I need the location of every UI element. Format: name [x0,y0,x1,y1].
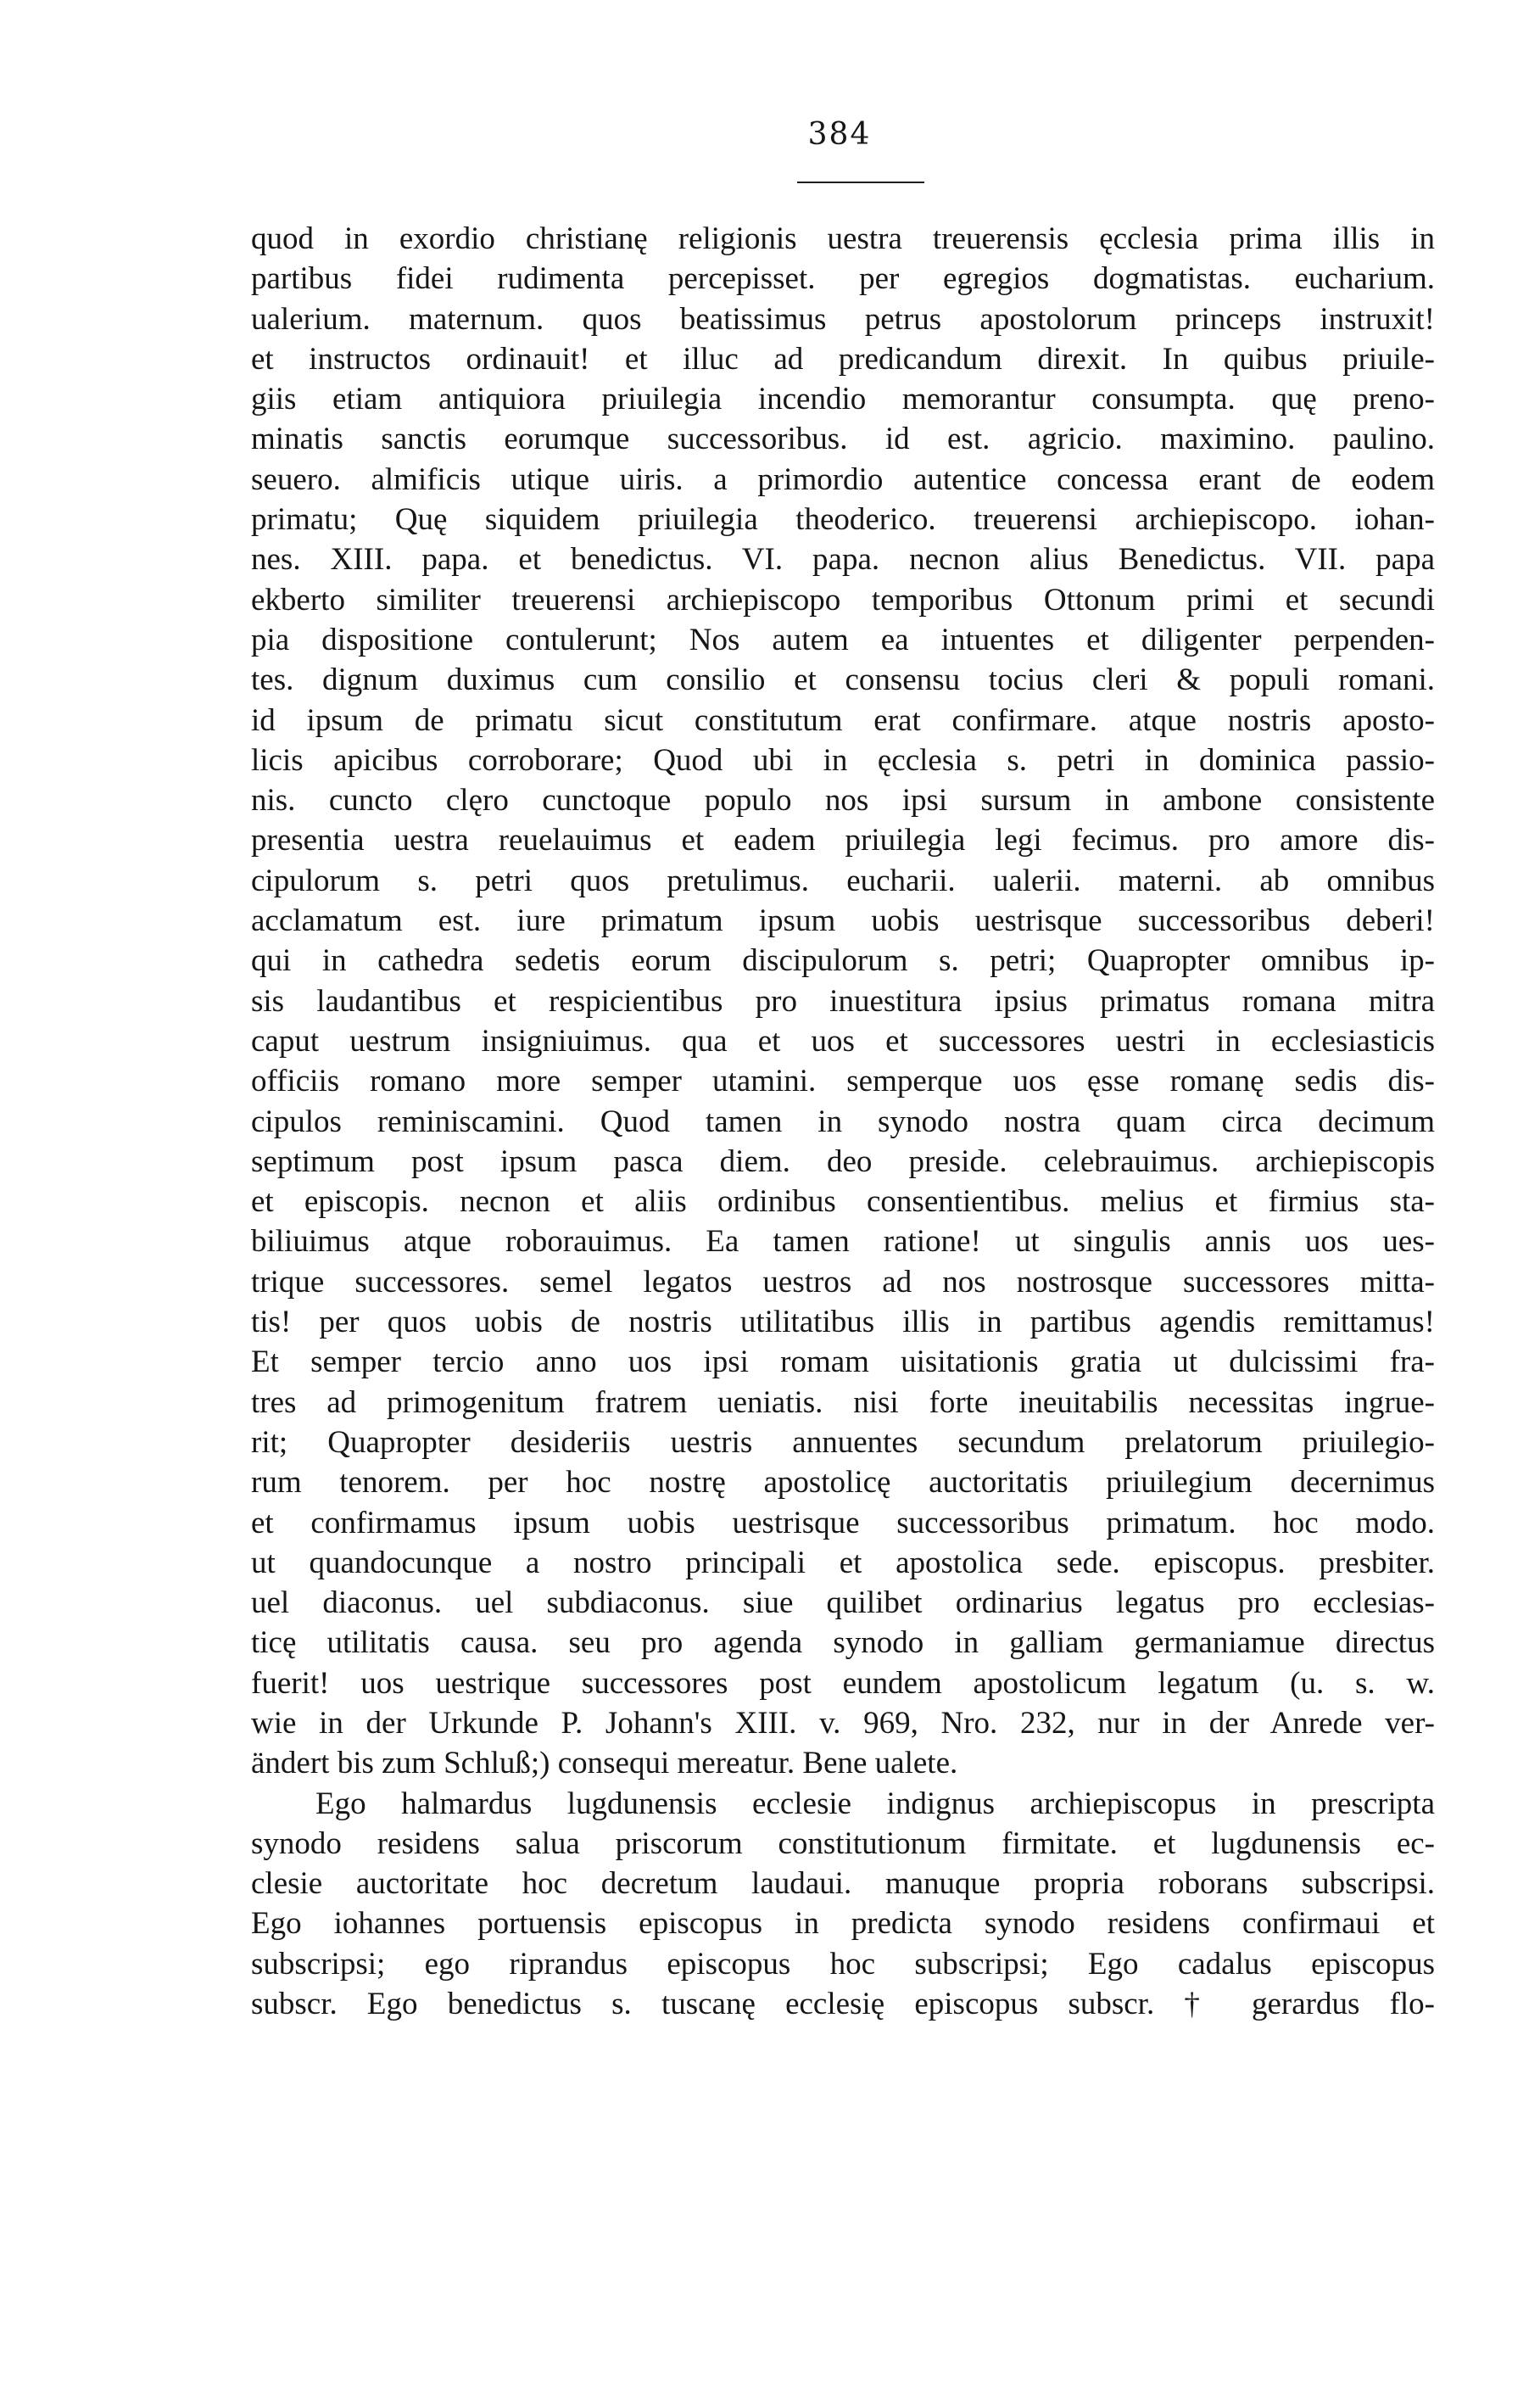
text-line-15: nis. cuncto clęro cunctoque populo nos ipsi sursum in ambone consistente [251,783,1435,819]
text-line-39: ändert bis zum Schluß;) consequi mereatur. Bene ualete. [251,1746,958,1781]
text-line-16: presentia uestra reuelauimus et eadem priuilegia legi fecimus. pro amore dis- [251,823,1435,858]
text-line-4: et instructos ordinauit! et illuc ad predicandum direxit. In quibus priuile- [251,341,1435,377]
text-line-32: rum tenorem. per hoc nostrę apostolicę auctoritatis priuilegium decernimus [251,1465,1435,1501]
text-line-18: acclamatum est. iure primatum ipsum uobis uestrisque successoribus deberi! [251,903,1435,939]
text-line-42: clesie auctoritate hoc decretum laudaui. manuque propria roborans subscripsi. [251,1866,1435,1902]
page-number-rule [797,182,924,183]
text-line-45: subscr. Ego benedictus s. tuscanę ecclesię episcopus subscr. † gerardus flo- [251,1987,1435,2022]
text-line-1: quod in exordio christianę religionis uestra treuerensis ęcclesia prima illis in [251,221,1435,256]
page-number: 384 [807,117,872,152]
text-line-17: cipulorum s. petri quos pretulimus. eucharii. ualerii. materni. ab omnibus [251,863,1435,898]
text-line-28: tis! per quos uobis de nostris utilitatibus illis in partibus agendis remittamus! [251,1305,1435,1340]
text-line-8: primatu; Quę siquidem priuilegia theoderico. treuerensi archiepiscopo. iohan- [251,502,1435,538]
text-line-11: pia dispositione contulerunt; Nos autem ea intuentes et diligenter perpenden- [251,622,1435,657]
text-line-26: biliuimus atque roborauimus. Ea tamen ratione! ut singulis annis uos ues- [251,1224,1435,1260]
text-line-13: id ipsum de primatu sicut constitutum erat confirmare. atque nostris aposto- [251,702,1435,738]
text-line-37: fuerit! uos uestrique successores post eundem apostolicum legatum (u. s. w. [251,1665,1435,1701]
text-line-19: qui in cathedra sedetis eorum discipulorum s. petri; Quapropter omnibus ip- [251,943,1435,979]
text-line-9: nes. XIII. papa. et benedictus. VI. papa. necnon alius Benedictus. VII. papa [251,542,1435,578]
text-line-23: cipulos reminiscamini. Quod tamen in synodo nostra quam circa decimum [251,1104,1435,1139]
text-line-22: officiis romano more semper utamini. semperque uos ęsse romanę sedis dis- [251,1064,1435,1099]
text-line-27: trique successores. semel legatos uestros ad nos nostrosque successores mitta- [251,1264,1435,1300]
text-line-12: tes. dignum duximus cum consilio et consensu tocius cleri & populi romani. [251,662,1435,698]
text-line-2: partibus fidei rudimenta percepisset. per egregios dogmatistas. eucharium. [251,261,1435,297]
text-line-40: Ego halmardus lugdunensis ecclesie indignus archiepiscopus in prescripta [315,1786,1435,1821]
text-line-34: ut quandocunque a nostro principali et apostolica sede. episcopus. presbiter. [251,1545,1435,1580]
text-line-29: Et semper tercio anno uos ipsi romam uisitationis gratia ut dulcissimi fra- [251,1344,1435,1380]
text-line-5: giis etiam antiquiora priuilegia incendio memorantur consumpta. quę preno- [251,382,1435,417]
text-line-10: ekberto similiter treuerensi archiepiscopo temporibus Ottonum primi et secundi [251,582,1435,618]
text-line-36: ticę utilitatis causa. seu pro agenda synodo in galliam germaniamue directus [251,1625,1435,1661]
text-line-30: tres ad primogenitum fratrem ueniatis. nisi forte ineuitabilis necessitas ingrue- [251,1384,1435,1420]
text-line-41: synodo residens salua priscorum constitutionum firmitate. et lugdunensis ec- [251,1825,1435,1861]
text-line-14: licis apicibus corroborare; Quod ubi in ęcclesia s. petri in dominica passio- [251,742,1435,778]
text-line-33: et confirmamus ipsum uobis uestrisque successoribus primatum. hoc modo. [251,1505,1435,1540]
text-line-44: subscripsi; ego riprandus episcopus hoc subscripsi; Ego cadalus episcopus [251,1946,1435,1982]
text-line-43: Ego iohannes portuensis episcopus in predicta synodo residens confirmaui et [251,1906,1435,1942]
text-line-31: rit; Quapropter desideriis uestris annuentes secundum prelatorum priuilegio- [251,1424,1435,1460]
text-line-20: sis laudantibus et respicientibus pro inuestitura ipsius primatus romana mitra [251,983,1435,1019]
text-line-6: minatis sanctis eorumque successoribus. id est. agricio. maximino. paulino. [251,422,1435,457]
body-text [251,219,1435,2024]
text-line-35: uel diaconus. uel subdiaconus. siue quilibet ordinarius legatus pro ecclesias- [251,1585,1435,1621]
text-line-38: wie in der Urkunde P. Johann's XIII. v. 969, Nro. 232, nur in der Anrede ver- [251,1705,1435,1741]
text-line-21: caput uestrum insigniuimus. qua et uos et successores uestri in ecclesiasticis [251,1023,1435,1059]
text-line-7: seuero. almificis utique uiris. a primordio autentice concessa erant de eodem [251,461,1435,497]
text-line-3: ualerium. maternum. quos beatissimus petrus apostolorum princeps instruxit! [251,301,1435,337]
text-line-25: et episcopis. necnon et aliis ordinibus consentientibus. melius et firmius sta- [251,1184,1435,1220]
text-line-24: septimum post ipsum pasca diem. deo preside. celebrauimus. archiepiscopis [251,1143,1435,1179]
